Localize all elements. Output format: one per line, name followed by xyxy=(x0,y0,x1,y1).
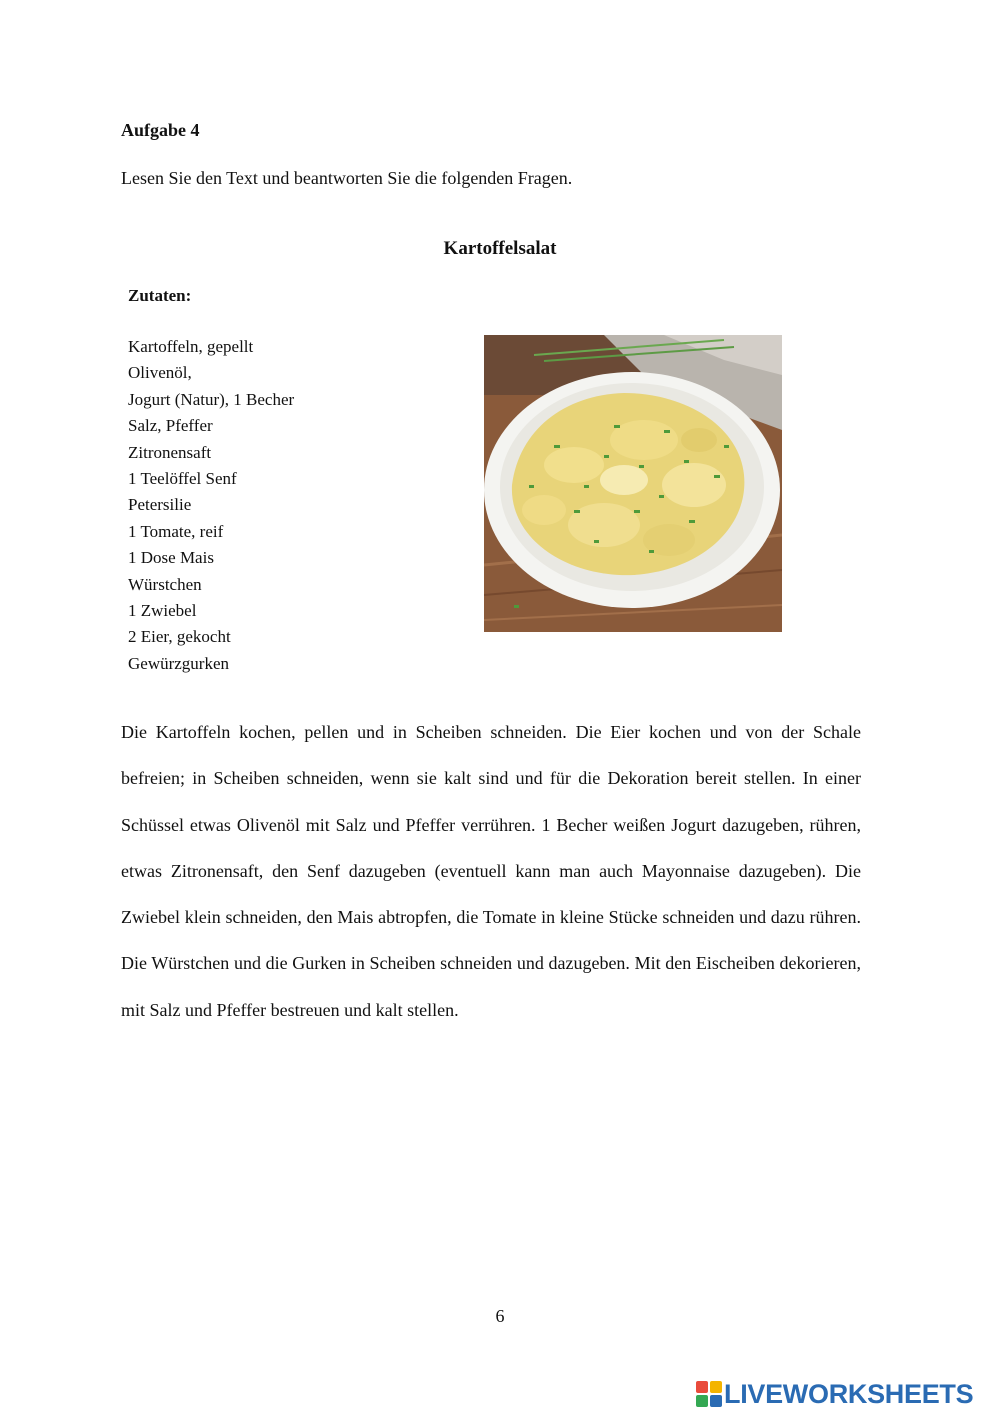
ingredient-item: Jogurt (Natur), 1 Becher xyxy=(128,389,295,409)
ingredients-list xyxy=(128,334,294,677)
logo-square-red xyxy=(696,1381,708,1393)
page-number: 6 xyxy=(495,1306,505,1326)
ingredient-item: Petersilie xyxy=(128,495,192,515)
ingredient-item: 2 Eier, gekocht xyxy=(128,627,231,647)
recipe-title: Kartoffelsalat xyxy=(443,238,557,259)
ingredient-item: Gewürzgurken xyxy=(128,653,230,673)
ingredient-item: 1 Dose Mais xyxy=(128,548,214,568)
ingredients-heading: Zutaten: xyxy=(128,286,192,305)
ingredient-item: 1 Tomate, reif xyxy=(128,521,224,541)
logo-square-blue xyxy=(710,1395,722,1407)
ingredient-item: Salz, Pfeffer xyxy=(128,416,213,436)
ingredient-item: 1 Teelöffel Senf xyxy=(128,468,237,488)
liveworksheets-logo[interactable] xyxy=(696,1377,973,1411)
ingredient-item: Kartoffeln, gepellt xyxy=(128,337,254,356)
ingredient-item: Olivenöl, xyxy=(128,363,192,383)
recipe-instructions: Die Kartoffeln kochen, pellen und in Scheiben schneiden. Die Eier kochen und von der Schale befreien; in Scheiben schneiden, wenn sie kalt sind und für die Dekoration bereit stellen. In einer Schüssel etwas Olivenöl mit Salz und Pfeffer verrühren. 1 Becher weißen Jogurt dazugeben, rühren, etwas Zitronensaft, den Senf dazugeben (eventuell kann man auch Mayonnaise dazugeben). Die Zwiebel klein schneiden, den Mais abtropfen, die Tomate in kleine Stücke schneiden und dazu rühren. Die Würstchen und die Gurken in Scheiben schneiden und dazugeben. Mit den Eischeiben dekorieren, mit Salz und Pfeffer bestreuen und kalt stellen. xyxy=(121,722,861,1020)
task-instruction: Lesen Sie den Text und beantworten Sie die folgenden Fragen. xyxy=(121,168,573,188)
liveworksheets-logo-icon xyxy=(696,1381,722,1407)
logo-square-green xyxy=(696,1395,708,1407)
ingredient-item: 1 Zwiebel xyxy=(128,600,197,620)
ingredient-item: Zitronensaft xyxy=(128,442,212,462)
task-title: Aufgabe 4 xyxy=(121,120,200,140)
potato-salad-photo xyxy=(484,335,782,632)
ingredient-item: Würstchen xyxy=(128,574,202,594)
logo-square-yellow xyxy=(710,1381,722,1393)
liveworksheets-logo-text: LIVEWORKSHEETS xyxy=(724,1378,974,1409)
